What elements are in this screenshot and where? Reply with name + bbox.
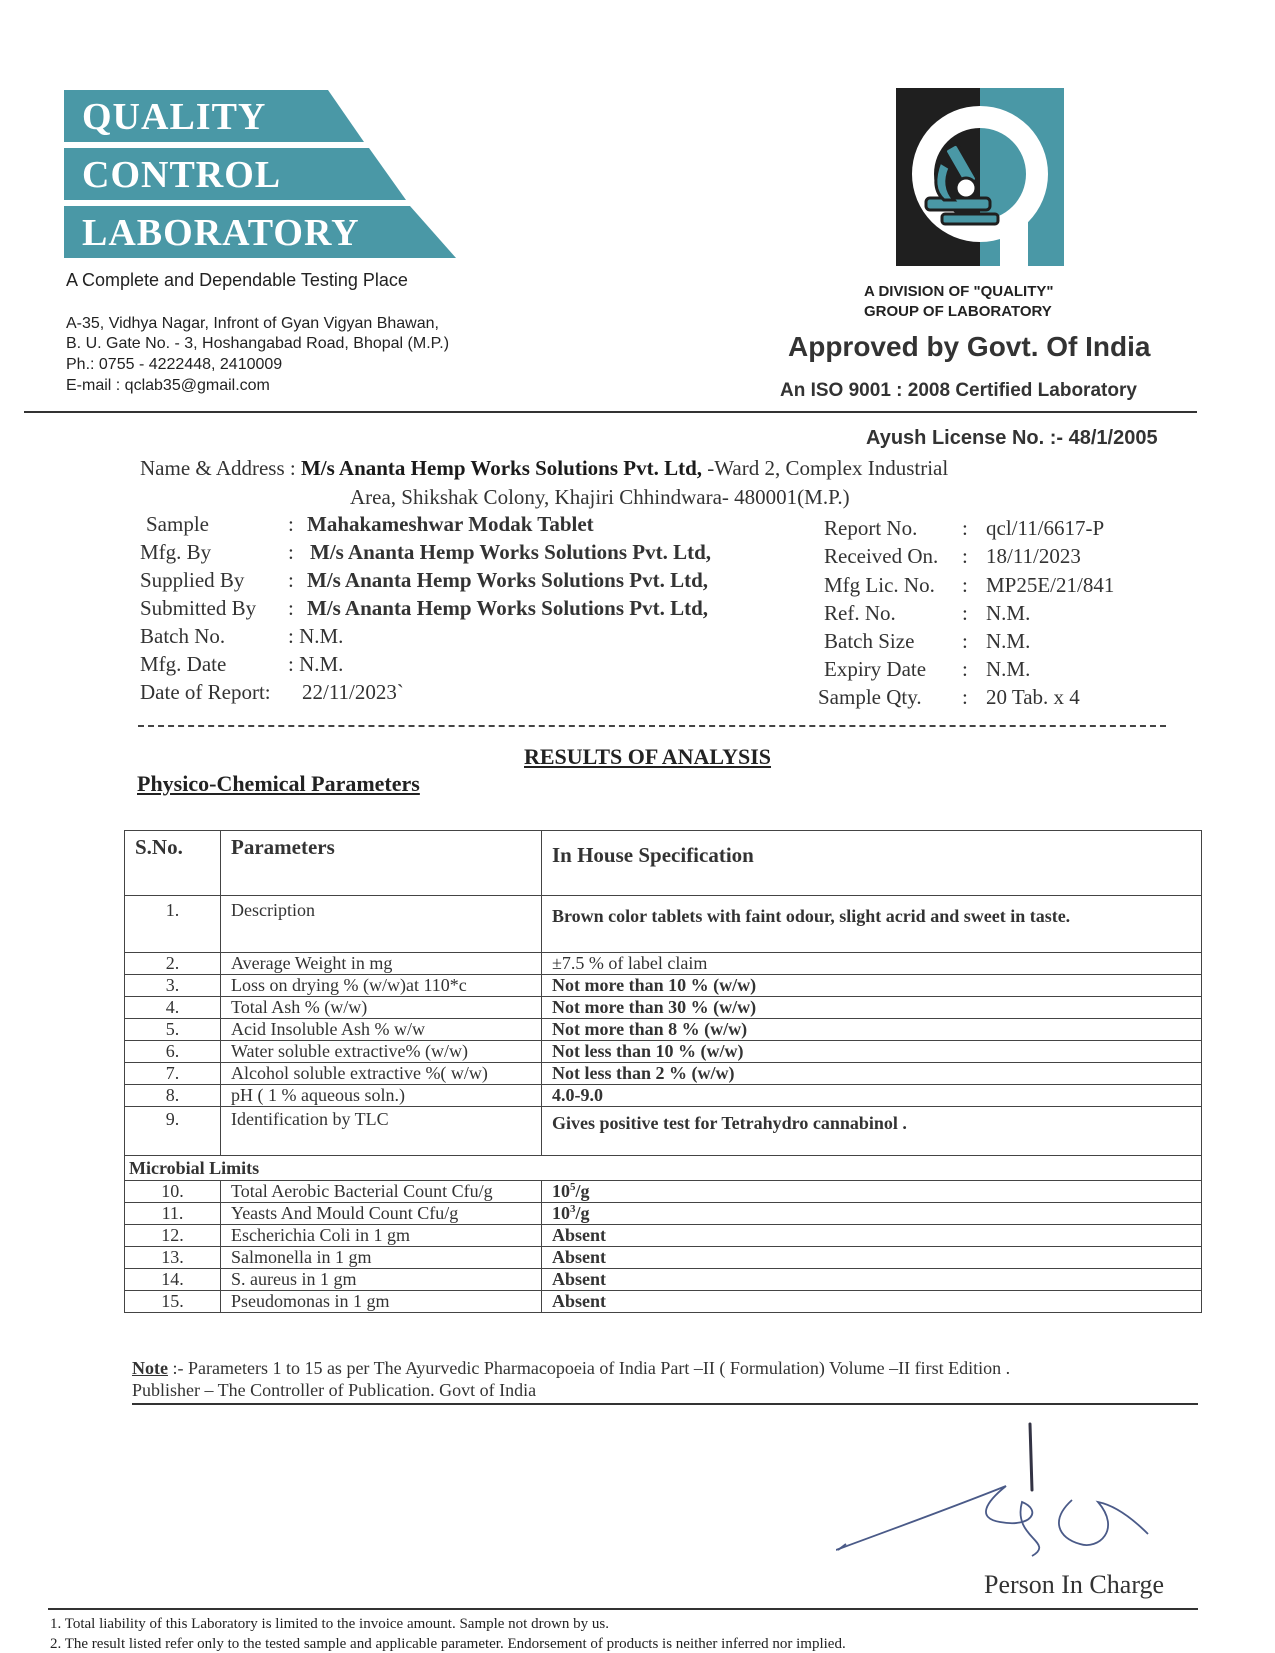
field-batch-no-value xyxy=(288,624,343,649)
row-parameter: Identification by TLC xyxy=(221,1107,542,1156)
approved-heading: Approved by Govt. Of India xyxy=(788,331,1151,362)
note-text-1: :- Parameters 1 to 15 as per The Ayurvedic Pharmacopoeia of India Part –II ( Formulation) Volume –II first Edition . xyxy=(167,1358,1011,1378)
microbial-limits-label: Microbial Limits xyxy=(125,1156,1202,1181)
field-mfg-by-colon: : xyxy=(288,540,294,564)
row-parameter: Alcohol soluble extractive %( w/w) xyxy=(221,1063,542,1085)
row-spec: 4.0-9.0 xyxy=(542,1085,1202,1107)
row-spec: Absent xyxy=(542,1291,1202,1313)
row-spec: Brown color tablets with faint odour, slight acrid and sweet in taste. xyxy=(542,896,1202,953)
header-divider xyxy=(24,411,1197,413)
signature-mark xyxy=(836,1418,1166,1568)
row-parameter: S. aureus in 1 gm xyxy=(221,1269,542,1291)
row-parameter: Description xyxy=(221,896,542,953)
logo-word-2: CONTROL xyxy=(82,154,282,196)
dashed-divider xyxy=(138,725,1166,727)
field-sample-qty-label: Sample Qty. xyxy=(818,685,922,709)
row-spec: Not more than 30 % (w/w) xyxy=(542,997,1202,1019)
row-spec: Not less than 10 % (w/w) xyxy=(542,1041,1202,1063)
row-sno: 1. xyxy=(125,896,221,953)
field-sample-label: Sample xyxy=(146,512,209,536)
row-sno: 12. xyxy=(125,1225,221,1247)
spec-exponent: 3 xyxy=(570,1203,576,1215)
field-supplied-by-colon: : xyxy=(288,568,294,592)
field-mfg-date-value xyxy=(288,652,343,677)
row-parameter: Yeasts And Mould Count Cfu/g xyxy=(221,1203,542,1225)
row-parameter: Pseudomonas in 1 gm xyxy=(221,1291,542,1313)
note-line-1 xyxy=(132,1357,1010,1379)
logo-word-3: LABORATORY xyxy=(82,212,360,254)
field-batch-no-text: N.M. xyxy=(299,624,344,648)
table-row xyxy=(125,1203,1202,1225)
spec-exponent: 5 xyxy=(570,1181,576,1193)
field-report-date-value: 22/11/2023` xyxy=(302,680,404,704)
field-mfg-lic-value: MP25E/21/841 xyxy=(986,573,1115,597)
spec-base: 10 xyxy=(552,1181,570,1201)
row-sno: 4. xyxy=(125,997,221,1019)
note-line-2: Publisher – The Controller of Publication. Govt of India xyxy=(132,1380,537,1400)
address-line-1: A-35, Vidhya Nagar, Infront of Gyan Vigyan Bhawan, xyxy=(66,315,439,332)
footer-divider xyxy=(48,1608,1198,1610)
microscope-q-emblem-icon xyxy=(896,88,1064,266)
table-row xyxy=(125,1041,1202,1063)
header-sno: S.No. xyxy=(125,831,221,896)
row-sno: 2. xyxy=(125,953,221,975)
field-batch-size-value: N.M. xyxy=(986,629,1031,653)
field-mfg-lic-label: Mfg Lic. No. xyxy=(824,573,935,597)
iso-line: An ISO 9001 : 2008 Certified Laboratory xyxy=(780,380,1137,401)
table-row xyxy=(125,1063,1202,1085)
field-report-date-label: Date of Report: xyxy=(140,680,271,704)
field-received-on-colon: : xyxy=(962,544,968,568)
field-sample-qty-colon: : xyxy=(962,685,968,709)
email-line: E-mail : qclab35@gmail.com xyxy=(66,377,270,394)
field-report-no-label: Report No. xyxy=(824,516,918,540)
field-mfg-date-text: N.M. xyxy=(299,652,344,676)
field-sample-value: Mahakameshwar Modak Tablet xyxy=(307,512,594,536)
spec-unit: /g xyxy=(575,1181,590,1201)
row-parameter: Salmonella in 1 gm xyxy=(221,1247,542,1269)
field-received-on-label: Received On. xyxy=(824,544,939,568)
table-row xyxy=(125,1247,1202,1269)
field-mfg-date-colon: : xyxy=(288,652,294,676)
field-report-no-colon: : xyxy=(962,516,968,540)
phone-line: Ph.: 0755 - 4222448, 2410009 xyxy=(66,356,283,373)
row-spec: Absent xyxy=(542,1225,1202,1247)
field-ref-no-colon: : xyxy=(962,601,968,625)
row-sno: 13. xyxy=(125,1247,221,1269)
field-submitted-by-label: Submitted By xyxy=(140,596,257,620)
row-parameter: Acid Insoluble Ash % w/w xyxy=(221,1019,542,1041)
row-sno: 11. xyxy=(125,1203,221,1225)
address-line-2: B. U. Gate No. - 3, Hoshangabad Road, Bhopal (M.P.) xyxy=(66,335,450,352)
row-spec: Not less than 2 % (w/w) xyxy=(542,1063,1202,1085)
note-block xyxy=(132,1357,1010,1401)
row-parameter: Total Ash % (w/w) xyxy=(221,997,542,1019)
customer-name-row xyxy=(140,456,948,481)
spec-unit: /g xyxy=(575,1203,590,1223)
table-row xyxy=(125,997,1202,1019)
field-expiry-date-label: Expiry Date xyxy=(824,657,927,681)
spec-base: 10 xyxy=(552,1203,570,1223)
field-mfg-by-value: M/s Ananta Hemp Works Solutions Pvt. Ltd, xyxy=(310,540,712,564)
footer-note-2: 2. The result listed refer only to the tested sample and applicable parameter. Endorsement of products is neither inferred nor implied. xyxy=(50,1636,846,1652)
field-ref-no-label: Ref. No. xyxy=(824,601,896,625)
row-parameter: Escherichia Coli in 1 gm xyxy=(221,1225,542,1247)
row-sno: 8. xyxy=(125,1085,221,1107)
field-sample-qty-value: 20 Tab. x 4 xyxy=(986,685,1080,709)
field-ref-no-value: N.M. xyxy=(986,601,1031,625)
table-row xyxy=(125,1107,1202,1156)
microbial-limits-row xyxy=(125,1156,1202,1181)
customer-address-2: Area, Shikshak Colony, Khajiri Chhindwara- 480001(M.P.) xyxy=(350,485,850,509)
table-row xyxy=(125,1225,1202,1247)
row-sno: 7. xyxy=(125,1063,221,1085)
note-label: Note xyxy=(132,1358,168,1378)
field-received-on-value: 18/11/2023 xyxy=(986,544,1081,568)
field-submitted-by-value: M/s Ananta Hemp Works Solutions Pvt. Ltd, xyxy=(307,596,709,620)
field-mfg-date-label: Mfg. Date xyxy=(140,652,227,676)
field-batch-no-label: Batch No. xyxy=(140,624,226,648)
table-row xyxy=(125,1269,1202,1291)
field-batch-size-label: Batch Size xyxy=(824,629,915,653)
results-title: RESULTS OF ANALYSIS xyxy=(524,744,772,769)
header-parameters: Parameters xyxy=(221,831,542,896)
row-spec: Gives positive test for Tetrahydro cannabinol . xyxy=(542,1107,1202,1156)
table-row xyxy=(125,896,1202,953)
row-spec: ±7.5 % of label claim xyxy=(542,953,1202,975)
field-sample-colon: : xyxy=(288,512,294,536)
field-batch-no-colon: : xyxy=(288,624,294,648)
ayush-license: Ayush License No. :- 48/1/2005 xyxy=(866,427,1158,449)
table-header-row xyxy=(125,831,1202,896)
row-spec: Absent xyxy=(542,1247,1202,1269)
row-sno: 15. xyxy=(125,1291,221,1313)
field-supplied-by-value: M/s Ananta Hemp Works Solutions Pvt. Ltd, xyxy=(307,568,709,592)
field-submitted-by-colon: : xyxy=(288,596,294,620)
field-batch-size-colon: : xyxy=(962,629,968,653)
results-table xyxy=(124,830,1202,1313)
lab-tagline: A Complete and Dependable Testing Place xyxy=(66,270,408,290)
field-mfg-by-label: Mfg. By xyxy=(140,540,212,564)
row-spec: Absent xyxy=(542,1269,1202,1291)
row-spec xyxy=(542,1203,1202,1225)
row-sno: 6. xyxy=(125,1041,221,1063)
row-sno: 14. xyxy=(125,1269,221,1291)
table-row xyxy=(125,1085,1202,1107)
logo-word-1: QUALITY xyxy=(82,96,267,138)
row-sno: 10. xyxy=(125,1181,221,1203)
table-row xyxy=(125,1019,1202,1041)
row-spec: Not more than 8 % (w/w) xyxy=(542,1019,1202,1041)
customer-name: M/s Ananta Hemp Works Solutions Pvt. Ltd, xyxy=(300,456,703,480)
table-row xyxy=(125,975,1202,997)
header-specification: In House Specification xyxy=(542,831,1202,896)
division-line-2: GROUP OF LABORATORY xyxy=(864,303,1052,320)
field-expiry-date-colon: : xyxy=(962,657,968,681)
division-line-1: A DIVISION OF "QUALITY" xyxy=(864,283,1054,300)
results-subtitle: Physico-Chemical Parameters xyxy=(137,771,420,796)
table-row xyxy=(125,953,1202,975)
table-row xyxy=(125,1291,1202,1313)
row-sno: 5. xyxy=(125,1019,221,1041)
row-sno: 9. xyxy=(125,1107,221,1156)
row-parameter: Total Aerobic Bacterial Count Cfu/g xyxy=(221,1181,542,1203)
row-parameter: Average Weight in mg xyxy=(221,953,542,975)
row-spec xyxy=(542,1181,1202,1203)
customer-address-1: -Ward 2, Complex Industrial xyxy=(702,456,949,480)
row-spec: Not more than 10 % (w/w) xyxy=(542,975,1202,997)
field-expiry-date-value: N.M. xyxy=(986,657,1031,681)
note-divider xyxy=(132,1403,1198,1405)
field-mfg-lic-colon: : xyxy=(962,573,968,597)
field-supplied-by-label: Supplied By xyxy=(140,568,245,592)
row-sno: 3. xyxy=(125,975,221,997)
table-row xyxy=(125,1181,1202,1203)
person-in-charge: Person In Charge xyxy=(984,1570,1165,1599)
footer-note-1: 1. Total liability of this Laboratory is limited to the invoice amount. Sample not drown by us. xyxy=(50,1616,610,1632)
row-parameter: Loss on drying % (w/w)at 110*c xyxy=(221,975,542,997)
customer-label: Name & Address : xyxy=(140,456,296,480)
row-parameter: Water soluble extractive% (w/w) xyxy=(221,1041,542,1063)
row-parameter: pH ( 1 % aqueous soln.) xyxy=(221,1085,542,1107)
field-report-no-value: qcl/11/6617-P xyxy=(986,516,1105,540)
